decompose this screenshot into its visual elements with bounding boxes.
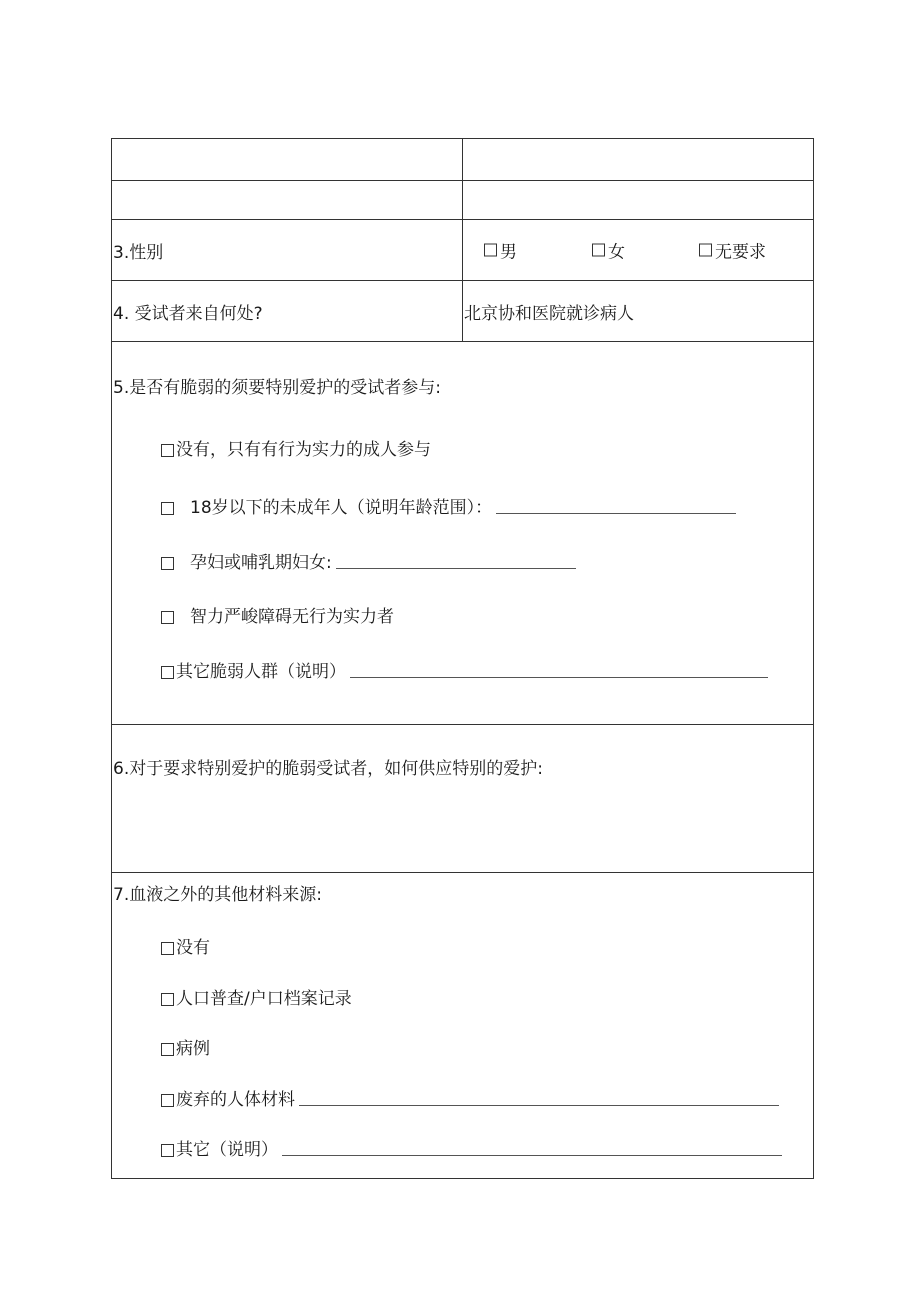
checkbox-icon[interactable] [161, 1043, 174, 1056]
checkbox-icon[interactable] [161, 942, 174, 955]
gender-option-female[interactable] [592, 238, 625, 263]
material-option-none[interactable] [161, 933, 210, 958]
checkbox-icon[interactable] [161, 1094, 174, 1107]
material-option-discarded[interactable] [161, 1085, 779, 1110]
checkbox-icon[interactable] [161, 1144, 174, 1157]
material-option-other[interactable] [161, 1135, 782, 1160]
checkbox-icon[interactable] [699, 244, 712, 257]
checkbox-icon[interactable] [161, 444, 174, 457]
source-row [112, 281, 813, 342]
empty-row-1 [112, 139, 813, 181]
vulnerable-option-none-label: 没有，只有有行为实力的成人参与 [176, 440, 431, 460]
empty-cell-right-2[interactable] [463, 181, 813, 219]
source-label: 4. 受试者来自何处? [112, 281, 463, 341]
source-value[interactable]: 北京协和医院就诊病人 [464, 303, 634, 324]
vulnerable-option-none[interactable] [161, 435, 431, 460]
vulnerable-subjects-question: 5.是否有脆弱的须要特别爱护的受试者参与: [113, 378, 441, 398]
minors-age-range-blank[interactable] [496, 512, 736, 514]
vulnerable-option-pregnant[interactable] [161, 548, 576, 573]
material-option-census-label: 人口普查/户口档案记录 [176, 989, 352, 1009]
checkbox-icon[interactable] [161, 993, 174, 1006]
gender-options [463, 220, 813, 280]
empty-cell-left-2[interactable] [112, 181, 463, 219]
vulnerable-option-other[interactable] [161, 657, 768, 682]
empty-cell-right-1[interactable] [463, 139, 813, 180]
empty-row-2 [112, 181, 813, 220]
discarded-material-blank[interactable] [299, 1104, 779, 1106]
vulnerable-option-intellectual-label: 智力严峻障碍无行为实力者 [190, 607, 394, 627]
material-option-cases-label: 病例 [176, 1039, 210, 1059]
other-material-source-section [112, 873, 813, 1178]
consent-form-table [111, 138, 814, 1179]
checkbox-icon[interactable] [161, 666, 174, 679]
checkbox-icon[interactable] [161, 502, 174, 515]
other-vulnerable-detail-blank[interactable] [350, 676, 768, 678]
vulnerable-subjects-section [112, 342, 813, 725]
gender-label: 3.性别 [112, 220, 463, 280]
material-option-none-label: 没有 [176, 938, 210, 958]
vulnerable-option-minors[interactable] [161, 493, 736, 518]
material-option-cases[interactable] [161, 1034, 210, 1059]
other-material-detail-blank[interactable] [282, 1154, 782, 1156]
other-material-source-question: 7.血液之外的其他材料来源: [113, 885, 322, 905]
vulnerable-option-intellectual[interactable] [161, 602, 394, 627]
material-option-census[interactable] [161, 984, 352, 1009]
gender-option-male-label: 男 [500, 242, 517, 263]
checkbox-icon[interactable] [161, 611, 174, 624]
gender-option-any[interactable] [699, 238, 766, 263]
checkbox-icon[interactable] [484, 244, 497, 257]
empty-cell-left-1[interactable] [112, 139, 463, 180]
special-protection-question: 6.对于要求特别爱护的脆弱受试者，如何供应特别的爱护: [113, 759, 543, 779]
checkbox-icon[interactable] [161, 557, 174, 570]
vulnerable-option-other-label: 其它脆弱人群（说明） [176, 662, 346, 682]
special-protection-section[interactable] [112, 725, 813, 873]
pregnant-detail-blank[interactable] [336, 567, 576, 569]
gender-option-any-label: 无要求 [715, 242, 766, 263]
gender-option-female-label: 女 [608, 242, 625, 263]
vulnerable-option-minors-label: 18岁以下的未成年人（说明年龄范围）： [190, 498, 493, 518]
gender-row [112, 220, 813, 281]
vulnerable-option-pregnant-label: 孕妇或哺乳期妇女: [190, 553, 332, 573]
material-option-discarded-label: 废弃的人体材料 [176, 1090, 295, 1110]
material-option-other-label: 其它（说明） [176, 1140, 278, 1160]
checkbox-icon[interactable] [592, 244, 605, 257]
gender-option-male[interactable] [484, 238, 517, 263]
